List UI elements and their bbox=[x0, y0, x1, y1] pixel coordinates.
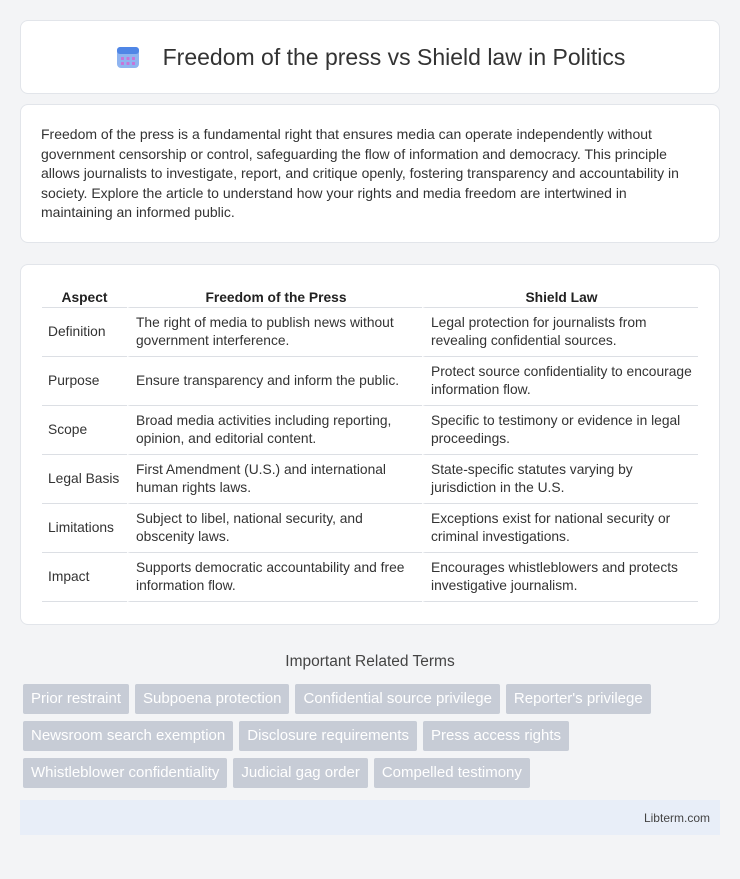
freedom-cell: Subject to libel, national security, and obscenity laws. bbox=[127, 504, 422, 553]
header-freedom-of-the-press: Freedom of the Press bbox=[127, 285, 422, 308]
shield-cell: Protect source confidentiality to encourage information flow. bbox=[422, 357, 698, 406]
freedom-cell: Broad media activities including reporting, opinion, and editorial content. bbox=[127, 406, 422, 455]
footer-brand-link[interactable]: Libterm.com bbox=[643, 810, 710, 825]
table-row bbox=[42, 504, 698, 553]
freedom-cell: The right of media to publish news without government interference. bbox=[127, 308, 422, 357]
shield-cell: Exceptions exist for national security or criminal investigations. bbox=[422, 504, 698, 553]
comparison-table bbox=[42, 285, 698, 602]
shield-cell: Specific to testimony or evidence in legal proceedings. bbox=[422, 406, 698, 455]
aspect-cell: Legal Basis bbox=[42, 455, 127, 504]
table-row bbox=[42, 455, 698, 504]
header-aspect: Aspect bbox=[42, 285, 127, 308]
table-header-row bbox=[42, 285, 698, 308]
page-title: Freedom of the press vs Shield law in Politics bbox=[162, 43, 626, 70]
aspect-cell: Scope bbox=[42, 406, 127, 455]
aspect-cell: Purpose bbox=[42, 357, 127, 406]
shield-cell: State-specific statutes varying by jurisdiction in the U.S. bbox=[422, 455, 698, 504]
intro-card bbox=[20, 104, 720, 243]
freedom-cell: First Amendment (U.S.) and international human rights laws. bbox=[127, 455, 422, 504]
table-row bbox=[42, 553, 698, 602]
related-term-tag[interactable]: Reporter's privilege bbox=[506, 684, 651, 714]
related-term-tag[interactable]: Confidential source privilege bbox=[295, 684, 499, 714]
aspect-cell: Impact bbox=[42, 553, 127, 602]
intro-paragraph: Freedom of the press is a fundamental right that ensures media can operate independently without government censorship or control, safeguarding the flow of information and democracy. This principle allows journalists to investigate, report, and critique openly, fostering transparency and accountability in society. Explore the article to understand how your rights and media freedom are intertwined in maintaining an informed public. bbox=[41, 126, 679, 221]
calendar-icon bbox=[115, 44, 141, 70]
related-term-tag[interactable]: Newsroom search exemption bbox=[23, 721, 233, 751]
aspect-cell: Definition bbox=[42, 308, 127, 357]
freedom-cell: Supports democratic accountability and free information flow. bbox=[127, 553, 422, 602]
freedom-cell: Ensure transparency and inform the public. bbox=[127, 357, 422, 406]
related-term-tag[interactable]: Compelled testimony bbox=[374, 758, 530, 788]
title-card bbox=[20, 20, 720, 94]
shield-cell: Legal protection for journalists from revealing confidential sources. bbox=[422, 308, 698, 357]
table-row bbox=[42, 308, 698, 357]
header-shield-law: Shield Law bbox=[422, 285, 698, 308]
aspect-cell: Limitations bbox=[42, 504, 127, 553]
comparison-table-card bbox=[20, 264, 720, 625]
related-term-tag[interactable]: Judicial gag order bbox=[233, 758, 367, 788]
related-terms-list bbox=[23, 684, 718, 795]
table-row bbox=[42, 357, 698, 406]
related-terms-heading: Important Related Terms bbox=[285, 653, 455, 670]
related-term-tag[interactable]: Prior restraint bbox=[23, 684, 129, 714]
related-term-tag[interactable]: Whistleblower confidentiality bbox=[23, 758, 227, 788]
table-row bbox=[42, 406, 698, 455]
shield-cell: Encourages whistleblowers and protects investigative journalism. bbox=[422, 553, 698, 602]
related-term-tag[interactable]: Press access rights bbox=[423, 721, 569, 751]
related-term-tag[interactable]: Subpoena protection bbox=[135, 684, 289, 714]
related-term-tag[interactable]: Disclosure requirements bbox=[239, 721, 417, 751]
footer bbox=[20, 800, 720, 835]
